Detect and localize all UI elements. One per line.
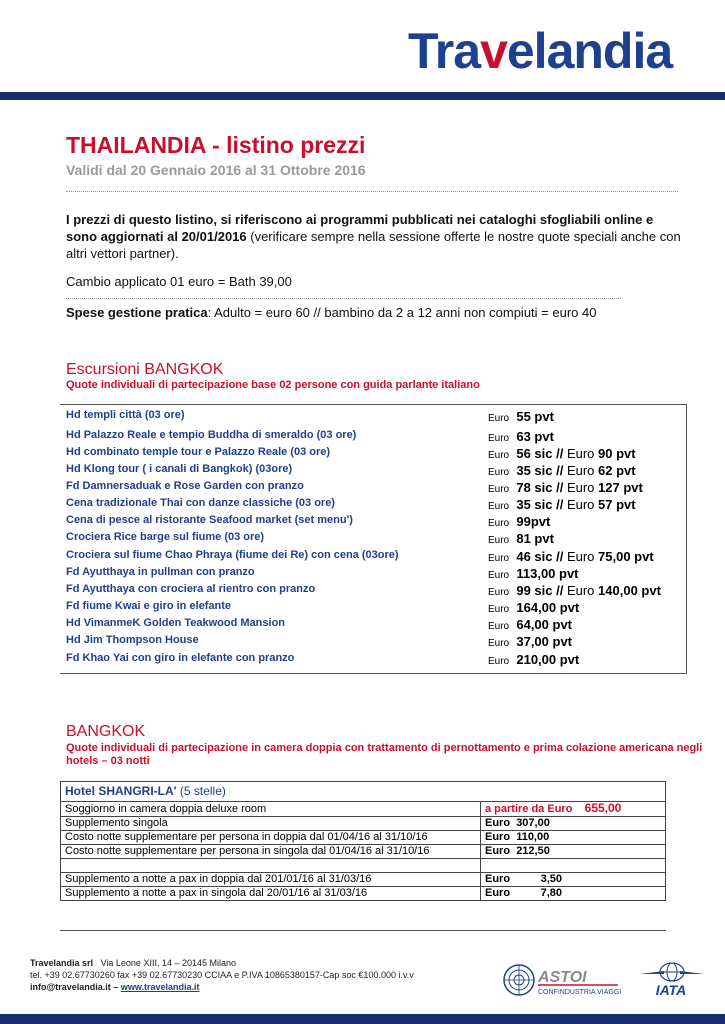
iata-logo (636, 960, 706, 1000)
iata-label: IATA (655, 982, 687, 998)
price-value: Euro 7,80 (481, 887, 666, 901)
bangkok-subtitle: Quote individuali di partecipazione in camera doppia con trattamento di pernottamento e prima colazione americana negli hotels – 03 notti (66, 742, 703, 767)
excursion-name: Fd Ayutthaya in pullman con pranzo (66, 566, 255, 578)
footer-bar (0, 1014, 725, 1024)
excursion-price: Euro 81 pvt (488, 531, 554, 546)
excursions-subtitle: Quote individuali di partecipazione base 02 persone con guida parlante italiano (66, 379, 480, 391)
excursion-price: Euro 55 pvt (488, 409, 554, 424)
company-email: info@travelandia.it (30, 982, 111, 992)
excursion-row (66, 497, 684, 514)
excursion-price: Euro 99 sic // Euro 140,00 pvt (488, 583, 661, 598)
excursion-row (66, 480, 684, 497)
excursion-name: Hd combinato temple tour e Palazzo Reale (03 ore) (66, 446, 331, 458)
price-value: Euro 110,00 (481, 831, 666, 845)
website-link[interactable]: www.travelandia.it (120, 982, 200, 992)
hotel-price-row (61, 817, 666, 831)
excursion-row (66, 446, 684, 463)
excursion-name: Fd Damnersaduak e Rose Garden con pranzo (66, 480, 304, 492)
hotel-header-row (61, 782, 666, 802)
company-name: Travelandia srl (30, 958, 94, 968)
excursion-price: Euro 37,00 pvt (488, 634, 573, 649)
astoi-label: ASTOI (538, 969, 587, 986)
excursion-name: Hd VimanmeK Golden Teakwood Mansion (66, 617, 286, 629)
company-contacts: tel. +39 02.67730260 fax +39 02.67730230 CCIAA e P.IVA 10865380157-Cap soc €100.000 i.v.v (30, 970, 414, 980)
hotel-price-row (61, 887, 666, 901)
exchange-rate: Cambio applicato 01 euro = Bath 39,00 (66, 274, 292, 289)
excursion-price: Euro 63 pvt (488, 429, 554, 444)
footer-divider (60, 930, 666, 931)
excursion-name: Hd Palazzo Reale e tempio Buddha di smeraldo (03 ore) (66, 429, 357, 441)
company-address: Via Leone XIII, 14 – 20145 Milano (100, 958, 236, 968)
price-value: Euro 212,50 (481, 845, 666, 859)
hotel-price-row (61, 873, 666, 887)
excursion-row (66, 634, 684, 651)
price-description: Supplemento a notte a pax in doppia dal 201/01/16 al 31/03/16 (61, 873, 481, 887)
hotel-price-row (61, 845, 666, 859)
excursion-name: Hd Jim Thompson House (66, 634, 199, 646)
hotel-price-row (61, 859, 666, 873)
price-value: Euro 3,50 (481, 873, 666, 887)
excursion-row (66, 566, 684, 583)
excursion-row (66, 429, 684, 446)
excursion-name: Fd Ayutthaya con crociera al rientro con pranzo (66, 583, 316, 595)
price-description: Costo notte supplementare per persona in doppia dal 01/04/16 al 31/10/16 (61, 831, 481, 845)
excursion-row (66, 617, 684, 634)
astoi-sublabel: CONFINDUSTRIA VIAGGI (538, 989, 622, 996)
excursion-row (66, 531, 684, 548)
excursion-price: Euro 46 sic // Euro 75,00 pvt (488, 549, 654, 564)
management-fees: Spese gestione pratica: Adulto = euro 60 // bambino da 2 a 12 anni non compiuti = euro 40 (66, 305, 597, 320)
excursion-row (66, 514, 684, 531)
dotted-divider (66, 191, 678, 192)
price-description: Soggiorno in camera doppia deluxe room (61, 802, 481, 817)
price-description (61, 859, 481, 873)
astoi-logo (502, 960, 622, 1000)
validity-subtitle: Validi dal 20 Gennaio 2016 al 31 Ottobre 2016 (66, 162, 366, 178)
excursion-price: Euro 35 sic // Euro 62 pvt (488, 463, 636, 478)
dotted-divider (66, 298, 621, 299)
excursion-row (66, 600, 684, 617)
price-description: Supplemento singola (61, 817, 481, 831)
excursion-row (66, 583, 684, 600)
excursion-row (66, 409, 684, 426)
page-title: THAILANDIA - listino prezzi (66, 132, 366, 158)
excursion-price: Euro 56 sic // Euro 90 pvt (488, 446, 636, 461)
excursion-name: Cena di pesce al ristorante Seafood market (set menu') (66, 514, 353, 526)
hotel-price-row (61, 802, 666, 817)
intro-paragraph: I prezzi di questo listino, si riferiscono ai programmi pubblicati nei cataloghi sfogliabili online e sono aggiornati al 20/01/2016 (verificare sempre nella sessione offerte le nostre quote speciali anche con altri vettori partner). (66, 212, 681, 261)
price-description: Costo notte supplementare per persona in singola dal 01/04/16 al 31/10/16 (61, 845, 481, 859)
excursion-price: Euro 164,00 pvt (488, 600, 580, 615)
excursion-name: Hd Klong tour ( i canali di Bangkok) (03ore) (66, 463, 293, 475)
excursion-price: Euro 210,00 pvt (488, 652, 580, 667)
excursions-title: Escursioni BANGKOK (66, 361, 224, 378)
footer: Travelandia srl Via Leone XIII, 14 – 20145 Milano tel. +39 02.67730260 fax +39 02.67730230 CCIAA e P.IVA 10865380157-Cap soc €100.000 i.v.v info@travelandia.it – www.travelandia.it (30, 958, 414, 992)
iata-globe-icon (640, 963, 704, 981)
hotel-price-table (60, 781, 666, 901)
hotel-price-row (61, 831, 666, 845)
excursion-row (66, 652, 684, 669)
excursion-name: Crociera sul fiume Chao Phraya (fiume dei Re) con cena (03ore) (66, 549, 399, 561)
hotel-name-cell: Hotel SHANGRI-LA' (5 stelle) (61, 782, 666, 802)
price-value: Euro 307,00 (481, 817, 666, 831)
travelandia-logo: Travelandia (408, 23, 673, 79)
price-value: a partire da Euro 655,00 (481, 802, 666, 817)
excursion-price: Euro 113,00 pvt (488, 566, 579, 581)
excursion-price: Euro 78 sic // Euro 127 pvt (488, 480, 643, 495)
excursion-row (66, 463, 684, 480)
excursion-row (66, 549, 684, 566)
excursion-name: Crociera Rice barge sul fiume (03 ore) (66, 531, 265, 543)
price-value (481, 859, 666, 873)
price-description: Supplemento a notte a pax in singola dal 20/01/16 al 31/03/16 (61, 887, 481, 901)
excursion-price: Euro 99pvt (488, 514, 551, 529)
excursion-name: Fd fiume Kwai e giro in elefante (66, 600, 232, 612)
excursion-price: Euro 64,00 pvt (488, 617, 573, 632)
excursion-price: Euro 35 sic // Euro 57 pvt (488, 497, 636, 512)
header-bar (0, 92, 725, 100)
astoi-emblem-icon (504, 965, 534, 995)
excursion-name: Cena tradizionale Thai con danze classiche (03 ore) (66, 497, 335, 509)
bangkok-title: BANGKOK (66, 723, 146, 740)
excursion-name: Fd Khao Yai con giro in elefante con pranzo (66, 652, 295, 664)
excursion-name: Hd templi città (03 ore) (66, 409, 185, 421)
